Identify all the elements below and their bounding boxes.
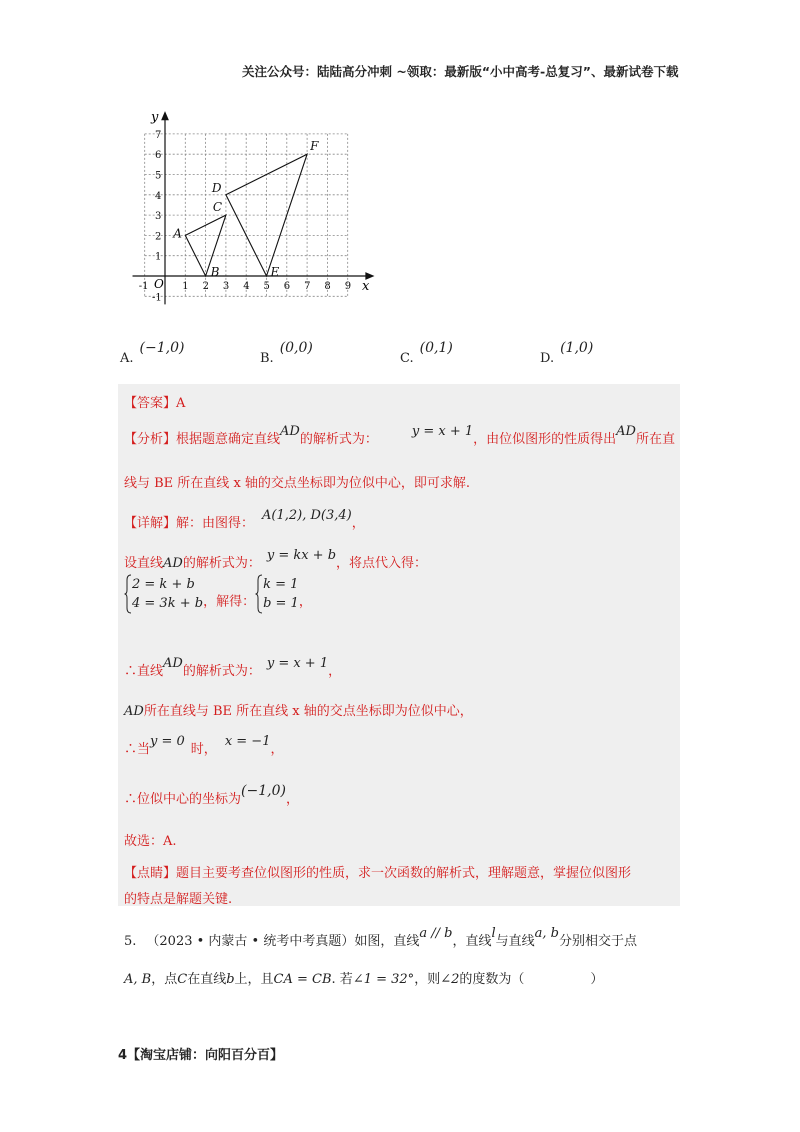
center-line [124, 783, 299, 807]
set-equation: y = kx + b [266, 548, 337, 563]
answer-line [124, 392, 185, 411]
question-5-line-2 [124, 968, 603, 987]
set-text-3: ，将点代入得： [336, 556, 428, 571]
analysis-tag: 【分析】 [124, 432, 177, 447]
question-5-line-1 [124, 926, 638, 949]
q5-ca-cb: CA = CB [273, 972, 332, 987]
answer-options [120, 340, 720, 370]
when-equation: y = 0 [150, 734, 185, 749]
q5-text-9: ，则 [414, 972, 441, 987]
thus-text-2: 的解析式为： [182, 664, 261, 679]
option-a-label: A. [120, 351, 134, 366]
x-tick-label: 6 [283, 281, 291, 292]
when-line [124, 734, 284, 757]
system-eq-1: 2 = k + b [132, 577, 195, 592]
q5-angle-1: ∠1 = 32° [352, 972, 415, 987]
y-tick-label: 5 [155, 170, 162, 182]
x-tick-label: 2 [202, 281, 209, 292]
answer-tag: 【答案】 [124, 396, 177, 411]
point-label-b: B [210, 265, 220, 279]
when-end: ， [270, 742, 284, 757]
y-axis-label: y [151, 110, 159, 125]
detail-tag: 【详解】 [124, 516, 177, 531]
thus-line [124, 656, 342, 679]
comment-tag: 【点睛】 [124, 866, 177, 881]
y-tick-label: 1 [155, 251, 162, 263]
when-text-1: ∴当 [124, 742, 151, 757]
center-text: ∴位似中心的坐标为 [124, 792, 242, 807]
y-tick-label: 2 [155, 231, 162, 243]
q5-line-b: b [226, 972, 235, 987]
q5-text-3: 与直线 [495, 934, 535, 949]
option-c[interactable] [400, 340, 453, 366]
point-label-a: A [173, 226, 182, 241]
system-equations [132, 575, 203, 613]
q5-text-4: 分别相交于点 [559, 934, 638, 949]
analysis-ad-2: AD [616, 424, 636, 439]
y-tick-label: -1 [152, 292, 162, 304]
q5-text-7: 上，且 [234, 972, 274, 987]
option-d-value: (1,0) [560, 340, 594, 356]
comment-line-2: 的特点是解题关键. [124, 892, 233, 907]
solve-text: ，解得： [203, 594, 256, 610]
solution-equations [263, 575, 299, 613]
option-d[interactable] [540, 340, 594, 366]
detail-points: A(1,2), D(3,4) [262, 508, 352, 523]
option-b-label: B. [260, 351, 274, 366]
x-tick-label: 3 [222, 281, 230, 292]
point-label-e: E [270, 265, 280, 279]
q5-points-ab: A, B [124, 972, 152, 987]
q5-text-11: ） [590, 972, 604, 987]
point-label-d: D [211, 180, 222, 195]
y-tick-label: 3 [155, 211, 162, 223]
y-tick-label: 7 [155, 129, 162, 141]
detail-line [124, 508, 365, 531]
option-c-label: C. [400, 351, 414, 366]
x-tick-label: -1 [138, 281, 149, 292]
comment-text-1: 题目主要考查位似图形的性质，求一次函数的解析式，理解题意，掌握位似图形 [176, 866, 632, 881]
x-tick-label: 1 [182, 281, 189, 292]
analysis-line-2: 线与 BE 所在直线 x 轴的交点坐标即为位似中心，即可求解. [124, 476, 471, 491]
q5-ab: a, b [534, 926, 560, 941]
q5-ab-parallel: a // b [419, 926, 453, 941]
set-text-1: 设直线 [124, 556, 164, 571]
thus-ad: AD [163, 656, 183, 671]
when-x: x = −1 [224, 734, 271, 749]
origin-label: O [154, 277, 164, 291]
detail-text: 解：由图得： [176, 516, 255, 531]
analysis-text-3: ，由位似图形的性质得出 [473, 432, 617, 447]
q5-angle-2: ∠2 [440, 972, 460, 987]
when-text-2: 时， [190, 742, 217, 757]
solution-eq-2: b = 1 [263, 596, 299, 611]
q5-text-8: . 若 [331, 972, 353, 987]
point-label-c: C [212, 200, 223, 215]
system-eq-2: 4 = 3k + b [132, 596, 204, 611]
x-tick-label: 8 [324, 281, 331, 292]
q5-text-6: 在直线 [187, 972, 227, 987]
solution-eq-1: k = 1 [263, 577, 299, 592]
thus-equation: y = x + 1 [266, 656, 329, 671]
page-footer: 4【淘宝店铺：向阳百分百】 [118, 1048, 284, 1063]
set-ad: AD [163, 556, 183, 571]
q5-text-10: 的度数为（ [459, 972, 525, 987]
analysis-text-2: 的解析式为： [299, 432, 378, 447]
coordinate-graph [118, 108, 378, 308]
system-line [124, 574, 312, 614]
analysis-text-1: 根据题意确定直线 [176, 432, 281, 447]
detail-comma: ， [351, 516, 365, 531]
option-c-value: (0,1) [419, 340, 453, 356]
ad-text: 所在直线与 BE 所在直线 x 轴的交点坐标即为位似中心， [143, 704, 473, 719]
center-value: (−1,0) [241, 783, 286, 799]
solution-box [118, 384, 680, 906]
q5-text-2: ，直线 [452, 934, 492, 949]
analysis-equation: y = x + 1 [411, 424, 474, 439]
x-tick-label: 5 [263, 281, 270, 292]
question-number: 5. [124, 934, 137, 949]
center-end: ， [285, 792, 299, 807]
option-a-value: (−1,0) [139, 340, 185, 356]
left-brace-icon [124, 574, 132, 614]
x-tick-label: 9 [344, 281, 352, 292]
comment-line-1 [124, 862, 631, 881]
choose-line: 故选：A. [124, 834, 177, 849]
set-text-2: 的解析式为： [182, 556, 261, 571]
analysis-text-4: 所在直 [635, 432, 675, 447]
q5-line-l: l [491, 926, 496, 941]
q5-text-5: ，点 [151, 972, 178, 987]
set-line [124, 548, 428, 571]
option-d-label: D. [540, 351, 555, 366]
option-b-value: (0,0) [279, 340, 313, 356]
thus-text-1: ∴直线 [124, 664, 164, 679]
page-header: 关注公众号：陆陆高分冲刺 ~领取：最新版“小中高考-总复习”、最新试卷下载 [242, 64, 679, 79]
system-end: ， [298, 594, 312, 610]
question-source: （2023 • 内蒙古 • 统考中考真题）如图，直线 [146, 934, 420, 949]
x-tick-label: 7 [304, 281, 311, 292]
option-a[interactable] [120, 340, 185, 366]
ad-line [124, 700, 473, 719]
y-axis-arrow-icon [162, 113, 168, 120]
answer-value: A [176, 396, 186, 411]
left-brace-icon [255, 574, 263, 614]
thus-end: ， [328, 664, 342, 679]
analysis-ad: AD [280, 424, 300, 439]
q5-point-c: C [177, 972, 188, 987]
ad-label: AD [124, 704, 144, 719]
analysis-line-1 [124, 424, 675, 447]
point-label-f: F [310, 139, 319, 154]
x-tick-label: 4 [243, 281, 250, 292]
x-axis-label: x [362, 279, 370, 294]
y-tick-label: 6 [155, 150, 162, 162]
option-b[interactable] [260, 340, 313, 366]
y-tick-label: 4 [155, 190, 162, 202]
